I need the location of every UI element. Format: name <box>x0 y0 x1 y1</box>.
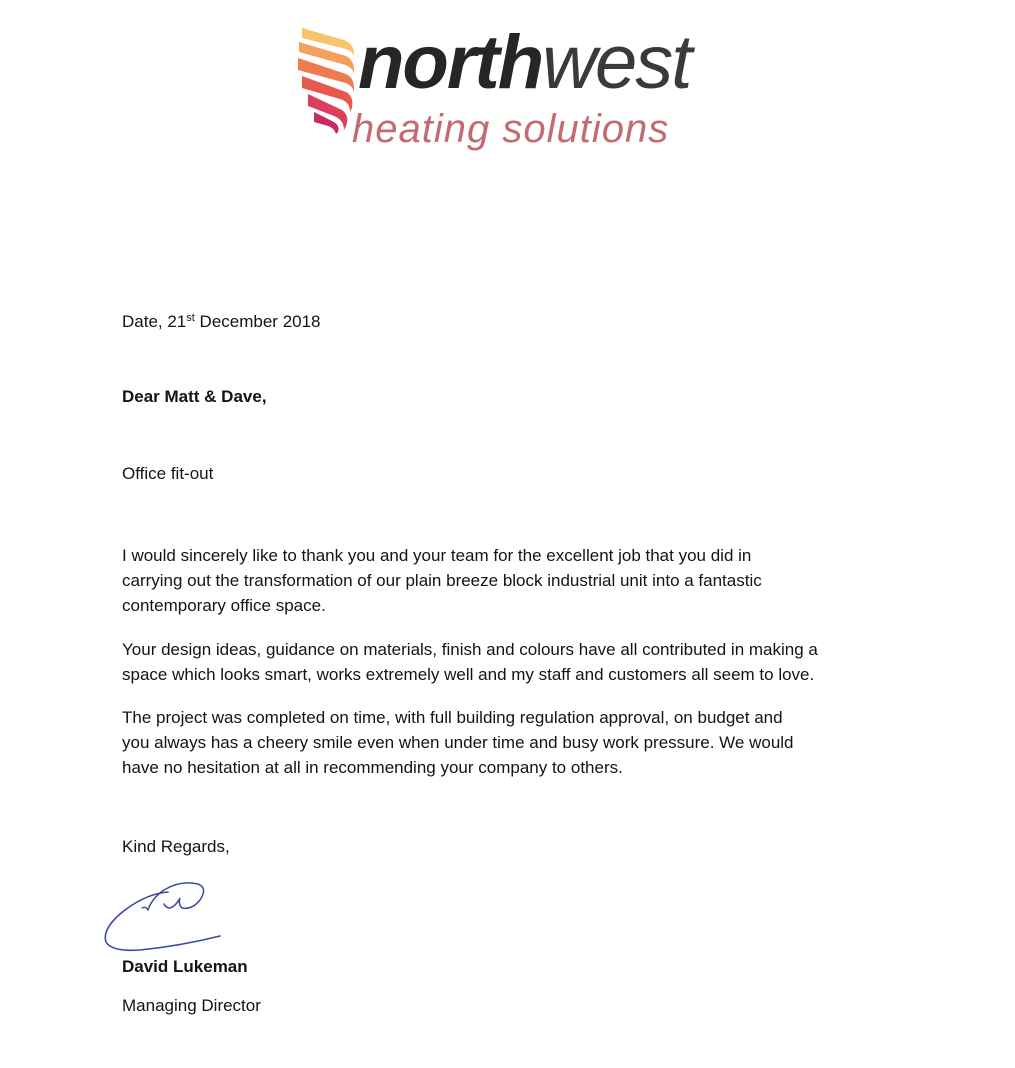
handwritten-signature <box>100 870 230 960</box>
flame-mark-icon <box>294 26 356 134</box>
paragraph-line: space which looks smart, works extremely well and my staff and customers all seem to love. <box>122 665 815 684</box>
paragraph-line: Your design ideas, guidance on materials, finish and colours have all contributed in making a <box>122 640 818 659</box>
paragraph-1 <box>122 544 922 619</box>
paragraph-line: The project was completed on time, with full building regulation approval, on budget and <box>122 708 783 727</box>
signer-title: Managing Director <box>122 996 261 1015</box>
salutation: Dear Matt & Dave, <box>122 387 267 406</box>
logo-tagline: heating solutions <box>352 107 670 151</box>
logo-word-bold: north <box>358 20 543 105</box>
paragraph-2 <box>122 638 922 688</box>
logo-wordmark <box>358 18 690 108</box>
paragraph-line: I would sincerely like to thank you and your team for the excellent job that you did in <box>122 546 752 565</box>
date-ordinal: st <box>186 312 195 324</box>
paragraph-line: you always has a cheery smile even when under time and busy work pressure. We would <box>122 733 794 752</box>
paragraph-line: have no hesitation at all in recommending your company to others. <box>122 758 623 777</box>
paragraph-line: contemporary office space. <box>122 596 326 615</box>
logo-word-light: west <box>542 20 691 105</box>
paragraph-3 <box>122 706 922 781</box>
company-logo <box>294 20 724 156</box>
paragraph-line: carrying out the transformation of our plain breeze block industrial unit into a fantastic <box>122 571 762 590</box>
date-prefix: Date, 21 <box>122 312 187 331</box>
closing: Kind Regards, <box>122 837 230 856</box>
subject-line: Office fit-out <box>122 464 214 483</box>
letter-date <box>122 310 922 334</box>
signer-name: David Lukeman <box>122 957 248 976</box>
date-rest: December 2018 <box>194 312 321 331</box>
